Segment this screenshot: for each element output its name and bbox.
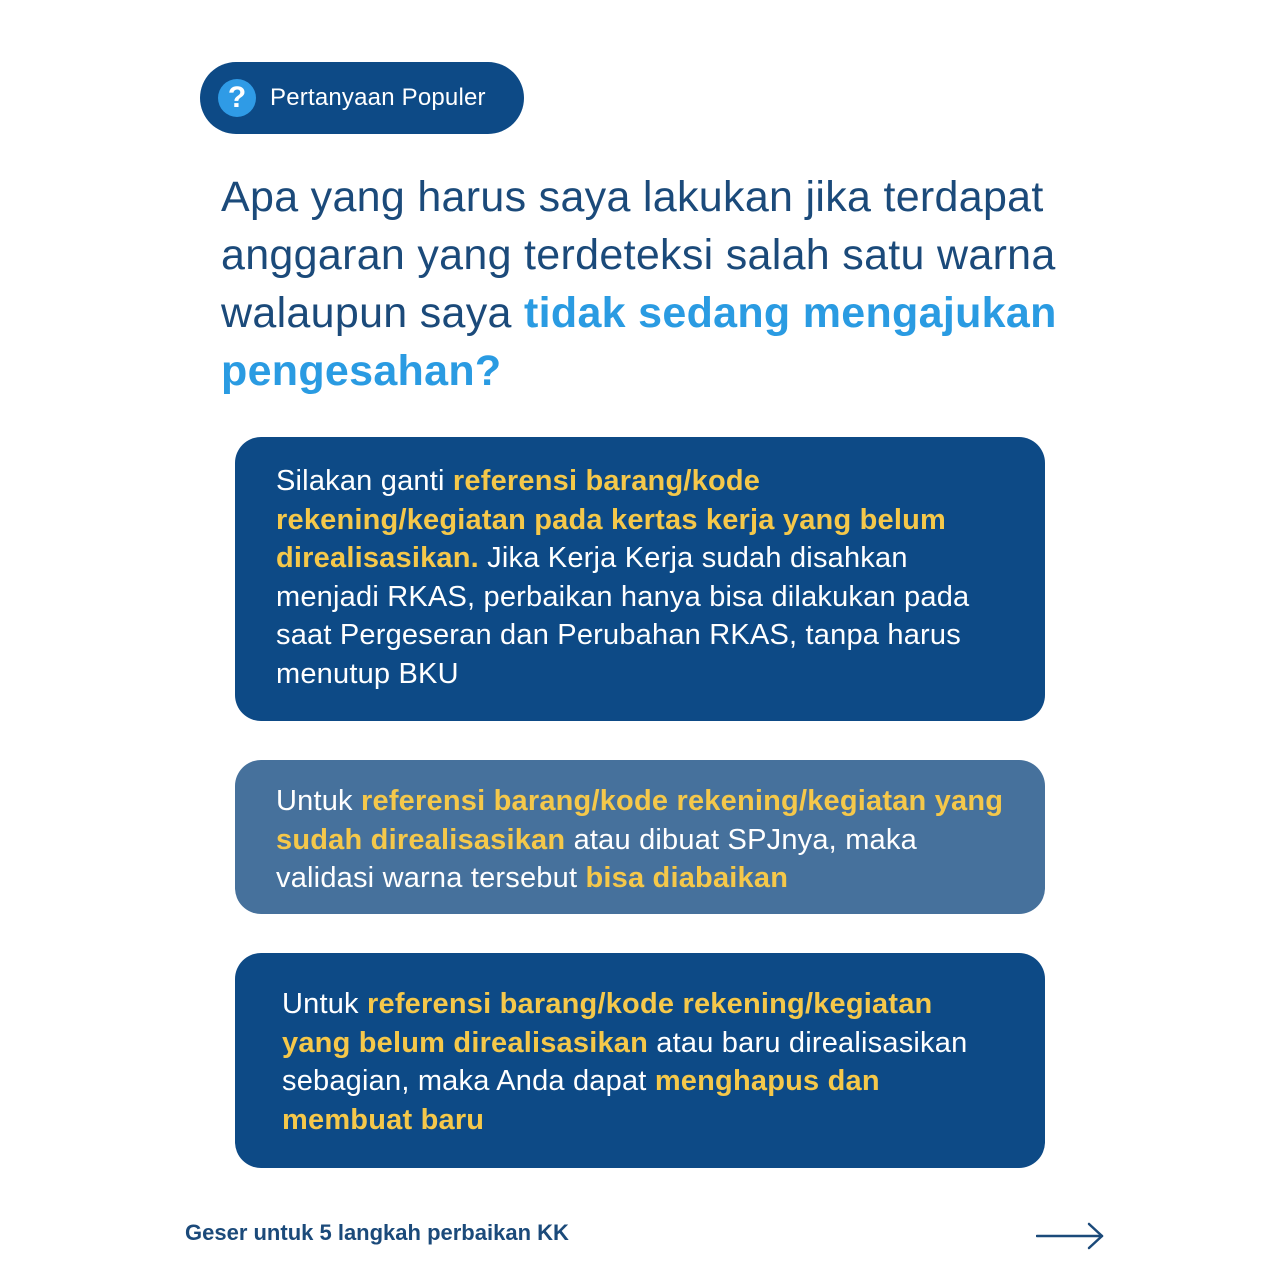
card-2-text-1: Untuk	[276, 785, 362, 817]
question-circle-icon: ?	[218, 79, 256, 117]
answer-card-1	[235, 437, 1045, 721]
question-text: Apa yang harus saya lakukan jika terdapat anggaran yang terdeteksi salah satu warna walaupun saya	[221, 173, 1056, 337]
card-3-highlight-2: menghapus dan membuat baru	[282, 1065, 880, 1136]
category-badge	[200, 62, 524, 134]
card-2-highlight-1: referensi barang/kode rekening/kegiatan yang sudah direalisasikan	[276, 785, 1004, 856]
answer-card-3	[235, 953, 1045, 1168]
question-highlight: tidak sedang mengajukan pengesahan?	[221, 289, 1057, 395]
card-3-highlight-1: referensi barang/kode rekening/kegiatan yang belum direalisasikan	[282, 988, 933, 1059]
question-title	[221, 168, 1101, 400]
card-1-text-2: Jika Kerja Kerja sudah disahkan menjadi RKAS, perbaikan hanya bisa dilakukan pada saat Pergeseran dan Perubahan RKAS, tanpa harus menutup BKU	[276, 542, 970, 690]
arrow-right-icon[interactable]	[1036, 1222, 1106, 1250]
card-1-highlight-1: referensi barang/kode rekening/kegiatan pada kertas kerja yang belum direalisasikan.	[276, 465, 947, 574]
card-3-text-2: atau baru direalisasikan sebagian, maka Anda dapat	[282, 1026, 968, 1097]
card-1-text-1: Silakan ganti	[276, 465, 453, 497]
card-3-text-1: Untuk	[282, 988, 368, 1020]
badge-label: Pertanyaan Populer	[270, 84, 486, 111]
swipe-hint: Geser untuk 5 langkah perbaikan KK	[185, 1220, 569, 1245]
answer-card-2	[235, 760, 1045, 914]
card-2-highlight-2: bisa diabaikan	[585, 862, 789, 894]
card-2-text-2: atau dibuat SPJnya, maka validasi warna tersebut	[276, 823, 917, 894]
